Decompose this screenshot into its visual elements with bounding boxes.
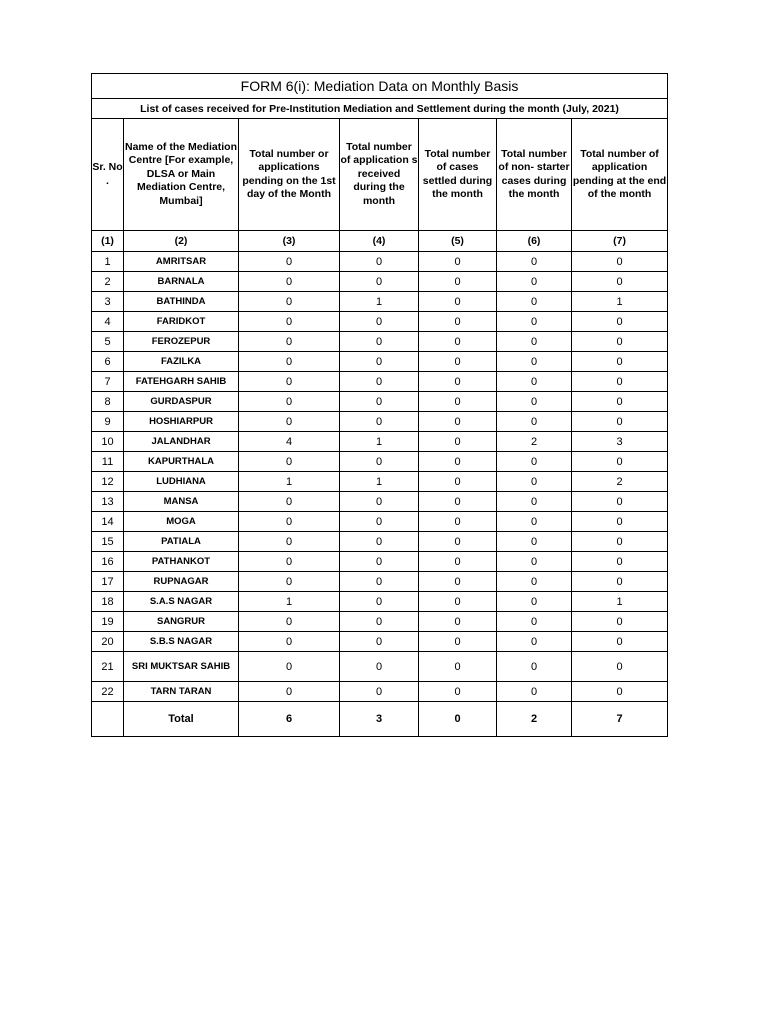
pending-start-cell: 1 xyxy=(239,592,340,612)
table-body xyxy=(92,252,668,702)
pending-end-cell: 0 xyxy=(572,612,668,632)
table-row xyxy=(92,332,668,352)
sr-no-cell: 22 xyxy=(92,682,124,702)
centre-name-cell: MOGA xyxy=(124,512,239,532)
pending-start-cell: 0 xyxy=(239,272,340,292)
pending-start-cell: 0 xyxy=(239,572,340,592)
column-number-row xyxy=(92,231,668,252)
settled-cell: 0 xyxy=(419,472,497,492)
non-starter-cell: 0 xyxy=(497,512,572,532)
centre-name-cell: JALANDHAR xyxy=(124,432,239,452)
centre-name-cell: FAZILKA xyxy=(124,352,239,372)
table-row xyxy=(92,632,668,652)
table-row xyxy=(92,272,668,292)
total-label: Total xyxy=(124,702,239,737)
received-cell: 0 xyxy=(340,372,419,392)
centre-name-cell: SANGRUR xyxy=(124,612,239,632)
pending-end-cell: 0 xyxy=(572,312,668,332)
received-cell: 0 xyxy=(340,652,419,682)
header-pending-start: Total number or applications pending on the 1st day of the Month xyxy=(239,119,340,231)
received-cell: 0 xyxy=(340,492,419,512)
total-value: 3 xyxy=(340,702,419,737)
received-cell: 0 xyxy=(340,632,419,652)
pending-end-cell: 3 xyxy=(572,432,668,452)
non-starter-cell: 0 xyxy=(497,492,572,512)
pending-start-cell: 0 xyxy=(239,292,340,312)
settled-cell: 0 xyxy=(419,532,497,552)
received-cell: 0 xyxy=(340,352,419,372)
received-cell: 1 xyxy=(340,472,419,492)
non-starter-cell: 0 xyxy=(497,652,572,682)
received-cell: 0 xyxy=(340,532,419,552)
table-row xyxy=(92,412,668,432)
pending-end-cell: 0 xyxy=(572,512,668,532)
non-starter-cell: 0 xyxy=(497,572,572,592)
received-cell: 0 xyxy=(340,312,419,332)
non-starter-cell: 0 xyxy=(497,532,572,552)
total-value: 6 xyxy=(239,702,340,737)
settled-cell: 0 xyxy=(419,272,497,292)
pending-end-cell: 0 xyxy=(572,392,668,412)
settled-cell: 0 xyxy=(419,332,497,352)
received-cell: 1 xyxy=(340,432,419,452)
column-number: (3) xyxy=(239,231,340,252)
total-sr-cell xyxy=(92,702,124,737)
received-cell: 0 xyxy=(340,252,419,272)
settled-cell: 0 xyxy=(419,352,497,372)
sr-no-cell: 4 xyxy=(92,312,124,332)
non-starter-cell: 0 xyxy=(497,682,572,702)
non-starter-cell: 0 xyxy=(497,592,572,612)
table-row xyxy=(92,292,668,312)
sr-no-cell: 2 xyxy=(92,272,124,292)
sr-no-cell: 7 xyxy=(92,372,124,392)
received-cell: 0 xyxy=(340,412,419,432)
table-row xyxy=(92,572,668,592)
table-row xyxy=(92,492,668,512)
pending-start-cell: 0 xyxy=(239,682,340,702)
table-row xyxy=(92,352,668,372)
settled-cell: 0 xyxy=(419,412,497,432)
table-row xyxy=(92,312,668,332)
table-row xyxy=(92,472,668,492)
settled-cell: 0 xyxy=(419,682,497,702)
sr-no-cell: 19 xyxy=(92,612,124,632)
table-row xyxy=(92,532,668,552)
sr-no-cell: 6 xyxy=(92,352,124,372)
sr-no-cell: 21 xyxy=(92,652,124,682)
pending-end-cell: 1 xyxy=(572,592,668,612)
received-cell: 0 xyxy=(340,552,419,572)
received-cell: 0 xyxy=(340,452,419,472)
non-starter-cell: 0 xyxy=(497,292,572,312)
pending-end-cell: 0 xyxy=(572,572,668,592)
settled-cell: 0 xyxy=(419,432,497,452)
sr-no-cell: 3 xyxy=(92,292,124,312)
total-value: 7 xyxy=(572,702,668,737)
pending-end-cell: 0 xyxy=(572,332,668,352)
non-starter-cell: 0 xyxy=(497,632,572,652)
header-settled: Total number of cases settled during the month xyxy=(419,119,497,231)
column-number: (7) xyxy=(572,231,668,252)
received-cell: 0 xyxy=(340,272,419,292)
centre-name-cell: S.A.S NAGAR xyxy=(124,592,239,612)
centre-name-cell: FEROZEPUR xyxy=(124,332,239,352)
header-non-starter: Total number of non- starter cases during the month xyxy=(497,119,572,231)
total-value: 2 xyxy=(497,702,572,737)
centre-name-cell: LUDHIANA xyxy=(124,472,239,492)
pending-end-cell: 0 xyxy=(572,412,668,432)
pending-end-cell: 0 xyxy=(572,652,668,682)
non-starter-cell: 0 xyxy=(497,352,572,372)
non-starter-cell: 0 xyxy=(497,272,572,292)
settled-cell: 0 xyxy=(419,592,497,612)
received-cell: 0 xyxy=(340,512,419,532)
pending-end-cell: 0 xyxy=(572,372,668,392)
settled-cell: 0 xyxy=(419,572,497,592)
table-row xyxy=(92,252,668,272)
pending-start-cell: 0 xyxy=(239,252,340,272)
settled-cell: 0 xyxy=(419,312,497,332)
pending-start-cell: 0 xyxy=(239,532,340,552)
non-starter-cell: 2 xyxy=(497,432,572,452)
pending-start-cell: 0 xyxy=(239,612,340,632)
pending-start-cell: 0 xyxy=(239,632,340,652)
subtitle-row xyxy=(92,99,668,119)
pending-end-cell: 0 xyxy=(572,632,668,652)
sr-no-cell: 1 xyxy=(92,252,124,272)
centre-name-cell: MANSA xyxy=(124,492,239,512)
pending-start-cell: 4 xyxy=(239,432,340,452)
column-number: (2) xyxy=(124,231,239,252)
pending-end-cell: 0 xyxy=(572,532,668,552)
pending-start-cell: 0 xyxy=(239,332,340,352)
pending-end-cell: 0 xyxy=(572,352,668,372)
non-starter-cell: 0 xyxy=(497,612,572,632)
table-row xyxy=(92,612,668,632)
title-row xyxy=(92,74,668,99)
pending-start-cell: 0 xyxy=(239,372,340,392)
column-number: (5) xyxy=(419,231,497,252)
centre-name-cell: FARIDKOT xyxy=(124,312,239,332)
sr-no-cell: 10 xyxy=(92,432,124,452)
total-value: 0 xyxy=(419,702,497,737)
non-starter-cell: 0 xyxy=(497,332,572,352)
form-title: FORM 6(i): Mediation Data on Monthly Basis xyxy=(92,74,668,99)
sr-no-cell: 14 xyxy=(92,512,124,532)
settled-cell: 0 xyxy=(419,652,497,682)
received-cell: 0 xyxy=(340,612,419,632)
pending-start-cell: 0 xyxy=(239,552,340,572)
pending-end-cell: 0 xyxy=(572,252,668,272)
non-starter-cell: 0 xyxy=(497,312,572,332)
non-starter-cell: 0 xyxy=(497,552,572,572)
received-cell: 0 xyxy=(340,332,419,352)
settled-cell: 0 xyxy=(419,292,497,312)
header-mediation-centre: Name of the Mediation Centre [For example, DLSA or Main Mediation Centre, Mumbai] xyxy=(124,119,239,231)
non-starter-cell: 0 xyxy=(497,372,572,392)
settled-cell: 0 xyxy=(419,452,497,472)
received-cell: 0 xyxy=(340,572,419,592)
table-row xyxy=(92,392,668,412)
pending-start-cell: 0 xyxy=(239,412,340,432)
sr-no-cell: 8 xyxy=(92,392,124,412)
non-starter-cell: 0 xyxy=(497,392,572,412)
centre-name-cell: BARNALA xyxy=(124,272,239,292)
centre-name-cell: BATHINDA xyxy=(124,292,239,312)
sr-no-cell: 5 xyxy=(92,332,124,352)
settled-cell: 0 xyxy=(419,552,497,572)
centre-name-cell: HOSHIARPUR xyxy=(124,412,239,432)
non-starter-cell: 0 xyxy=(497,472,572,492)
pending-end-cell: 2 xyxy=(572,472,668,492)
sr-no-cell: 9 xyxy=(92,412,124,432)
pending-start-cell: 1 xyxy=(239,472,340,492)
table-row xyxy=(92,652,668,682)
centre-name-cell: SRI MUKTSAR SAHIB xyxy=(124,652,239,682)
centre-name-cell: PATHANKOT xyxy=(124,552,239,572)
settled-cell: 0 xyxy=(419,252,497,272)
column-header-row xyxy=(92,119,668,231)
sr-no-cell: 12 xyxy=(92,472,124,492)
table-row xyxy=(92,372,668,392)
centre-name-cell: RUPNAGAR xyxy=(124,572,239,592)
non-starter-cell: 0 xyxy=(497,452,572,472)
pending-end-cell: 0 xyxy=(572,552,668,572)
pending-start-cell: 0 xyxy=(239,512,340,532)
pending-end-cell: 0 xyxy=(572,452,668,472)
non-starter-cell: 0 xyxy=(497,252,572,272)
settled-cell: 0 xyxy=(419,492,497,512)
centre-name-cell: KAPURTHALA xyxy=(124,452,239,472)
sr-no-cell: 15 xyxy=(92,532,124,552)
sr-no-cell: 17 xyxy=(92,572,124,592)
settled-cell: 0 xyxy=(419,512,497,532)
settled-cell: 0 xyxy=(419,392,497,412)
table-row xyxy=(92,682,668,702)
centre-name-cell: AMRITSAR xyxy=(124,252,239,272)
pending-start-cell: 0 xyxy=(239,492,340,512)
column-number: (1) xyxy=(92,231,124,252)
table-row xyxy=(92,512,668,532)
total-row xyxy=(92,702,668,737)
centre-name-cell: S.B.S NAGAR xyxy=(124,632,239,652)
header-received: Total number of application s received during the month xyxy=(340,119,419,231)
centre-name-cell: GURDASPUR xyxy=(124,392,239,412)
pending-start-cell: 0 xyxy=(239,352,340,372)
settled-cell: 0 xyxy=(419,632,497,652)
table-row xyxy=(92,592,668,612)
column-number: (4) xyxy=(340,231,419,252)
centre-name-cell: PATIALA xyxy=(124,532,239,552)
table-row xyxy=(92,552,668,572)
received-cell: 0 xyxy=(340,592,419,612)
pending-start-cell: 0 xyxy=(239,452,340,472)
sr-no-cell: 13 xyxy=(92,492,124,512)
sr-no-cell: 11 xyxy=(92,452,124,472)
header-sr-no: Sr. No . xyxy=(92,119,124,231)
sr-no-cell: 20 xyxy=(92,632,124,652)
table-row xyxy=(92,432,668,452)
header-pending-end: Total number of application pending at the end of the month xyxy=(572,119,668,231)
pending-start-cell: 0 xyxy=(239,652,340,682)
settled-cell: 0 xyxy=(419,612,497,632)
pending-end-cell: 0 xyxy=(572,272,668,292)
pending-start-cell: 0 xyxy=(239,312,340,332)
sr-no-cell: 18 xyxy=(92,592,124,612)
received-cell: 1 xyxy=(340,292,419,312)
pending-end-cell: 0 xyxy=(572,492,668,512)
table-row xyxy=(92,452,668,472)
mediation-data-table xyxy=(91,73,668,737)
form-subtitle: List of cases received for Pre-Institution Mediation and Settlement during the month (July, 2021) xyxy=(92,99,668,119)
received-cell: 0 xyxy=(340,392,419,412)
non-starter-cell: 0 xyxy=(497,412,572,432)
settled-cell: 0 xyxy=(419,372,497,392)
pending-end-cell: 0 xyxy=(572,682,668,702)
pending-end-cell: 1 xyxy=(572,292,668,312)
centre-name-cell: FATEHGARH SAHIB xyxy=(124,372,239,392)
received-cell: 0 xyxy=(340,682,419,702)
centre-name-cell: TARN TARAN xyxy=(124,682,239,702)
column-number: (6) xyxy=(497,231,572,252)
sr-no-cell: 16 xyxy=(92,552,124,572)
pending-start-cell: 0 xyxy=(239,392,340,412)
